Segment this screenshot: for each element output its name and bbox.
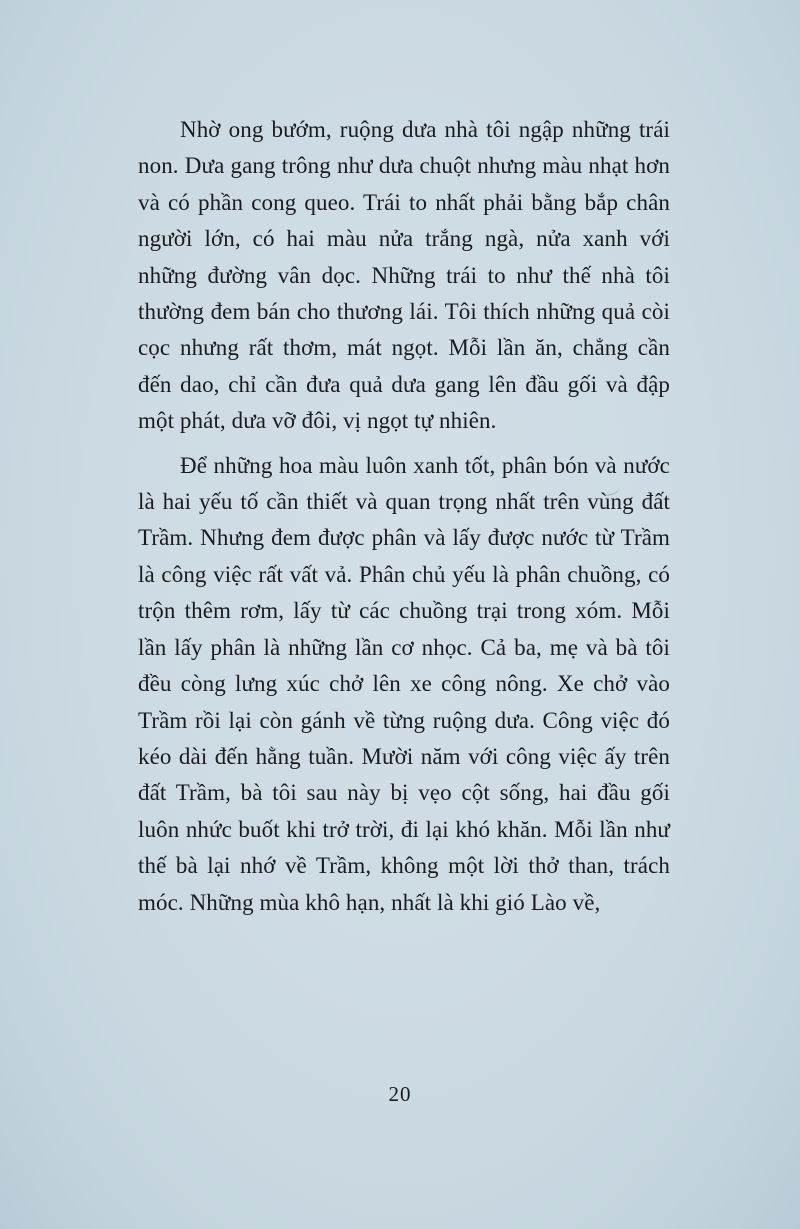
paragraph-2: Để những hoa màu luôn xanh tốt, phân bón và nước là hai yếu tố cần thiết và quan trọng nhất trên vùng đất Trầm. Nhưng đem được phân và lấy được nước từ Trầm là công việc rất vất vả. Phân chủ yếu là phân chuồng, có trộn thêm rơm, lấy từ các chuồng trại trong xóm. Mỗi lần lấy phân là những lần cơ nhọc. Cả ba, mẹ và bà tôi đều còng lưng xúc chở lên xe công nông. Xe chở vào Trầm rồi lại còn gánh về từng ruộng dưa. Công việc đó kéo dài đến hằng tuần. Mười năm với công việc ấy trên đất Trầm, bà tôi sau này bị vẹo cột sống, hai đầu gối luôn nhức buốt khi trở trời, đi lại khó khăn. Mỗi lần như thế bà lại nhớ về Trầm, không một lời thở than, trách móc. Những mùa khô hạn, nhất là khi gió Lào về, bbox=[138, 452, 670, 915]
page-body bbox=[138, 112, 670, 921]
page-number: 20 bbox=[388, 1082, 412, 1106]
paragraph-1: Nhờ ong bướm, ruộng dưa nhà tôi ngập những trái non. Dưa gang trông như dưa chuột nhưng màu nhạt hơn và có phần cong queo. Trái to nhất phải bằng bắp chân người lớn, có hai màu nửa trắng ngà, nửa xanh với những đường vân dọc. Những trái to như thế nhà tôi thường đem bán cho thương lái. Tôi thích những quả còi cọc nhưng rất thơm, mát ngọt. Mỗi lần ăn, chẳng cần đến dao, chỉ cần đưa quả dưa gang lên đầu gối và đập một phát, dưa vỡ đôi, vị ngọt tự nhiên. bbox=[138, 117, 670, 434]
